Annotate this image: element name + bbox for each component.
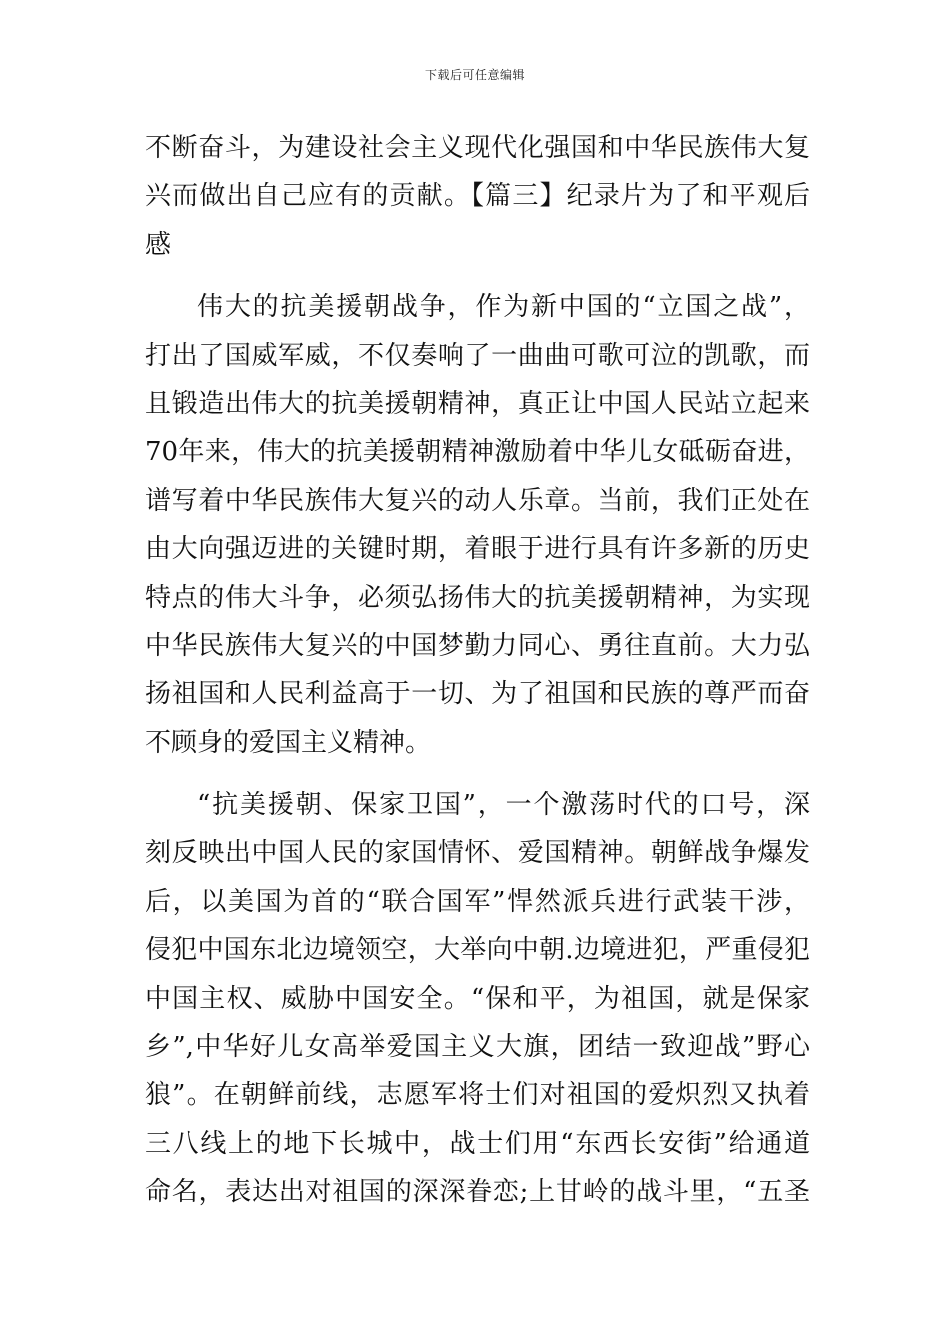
text-line: 打出了国威军威，不仅奏响了一曲曲可歌可泣的凯歌，而 [145, 340, 810, 371]
text-line: 兴而做出自己应有的贡献。【篇三】纪录片为了和平观后 [145, 181, 810, 212]
text-line: 中国主权、威胁中国安全。“保和平，为祖国，就是保家 [145, 983, 810, 1014]
text-line: 特点的伟大斗争，必须弘扬伟大的抗美援朝精神，为实现 [145, 582, 810, 613]
document-body [145, 124, 810, 1217]
paragraph-2 [145, 283, 810, 767]
page-header: 下载后可任意编辑 [424, 68, 525, 82]
text-line: 狼”。在朝鲜前线，志愿军将士们对祖国的爱炽烈又执着 [145, 1080, 810, 1111]
text-line: 命名，表达出对祖国的深深眷恋;上甘岭的战斗里，“五圣 [145, 1177, 810, 1208]
paragraph-1 [145, 124, 810, 269]
text-line: 中华民族伟大复兴的中国梦勤力同心、勇往直前。大力弘 [145, 630, 810, 661]
text-line: 感 [145, 229, 172, 260]
text-line: 伟大的抗美援朝战争，作为新中国的“立国之战”， [197, 292, 810, 323]
text-line: 不断奋斗，为建设社会主义现代化强国和中华民族伟大复 [145, 133, 810, 163]
text-line: 侵犯中国东北边境领空，大举向中朝.边境进犯，严重侵犯 [145, 935, 810, 966]
text-line: 由大向强迈进的关键时期，着眼于进行具有许多新的历史 [145, 534, 810, 565]
text-line: 刻反映出中国人民的家国情怀、爱国精神。朝鲜战争爆发 [145, 838, 810, 869]
text-line: “抗美援朝、保家卫国”，一个激荡时代的口号，深 [197, 790, 810, 821]
text-line: 且锻造出伟大的抗美援朝精神，真正让中国人民站立起来 [145, 388, 810, 419]
text-line: 乡”,中华好儿女高举爱国主义大旗，团结一致迎战”野心 [145, 1032, 810, 1063]
paragraph-3 [145, 781, 810, 1217]
text-line: 不顾身的爱国主义精神。 [145, 727, 432, 758]
text-line: 后，以美国为首的“联合国军”悍然派兵进行武装干涉， [145, 886, 810, 917]
text-line: 三八线上的地下长城中，战士们用“东西长安街”给通道 [145, 1128, 810, 1159]
text-line: 谱写着中华民族伟大复兴的动人乐章。当前，我们正处在 [145, 485, 810, 516]
text-line: 70年来，伟大的抗美援朝精神激励着中华儿女砥砺奋进， [145, 437, 810, 468]
text-line: 扬祖国和人民利益高于一切、为了祖国和民族的尊严而奋 [145, 679, 810, 710]
